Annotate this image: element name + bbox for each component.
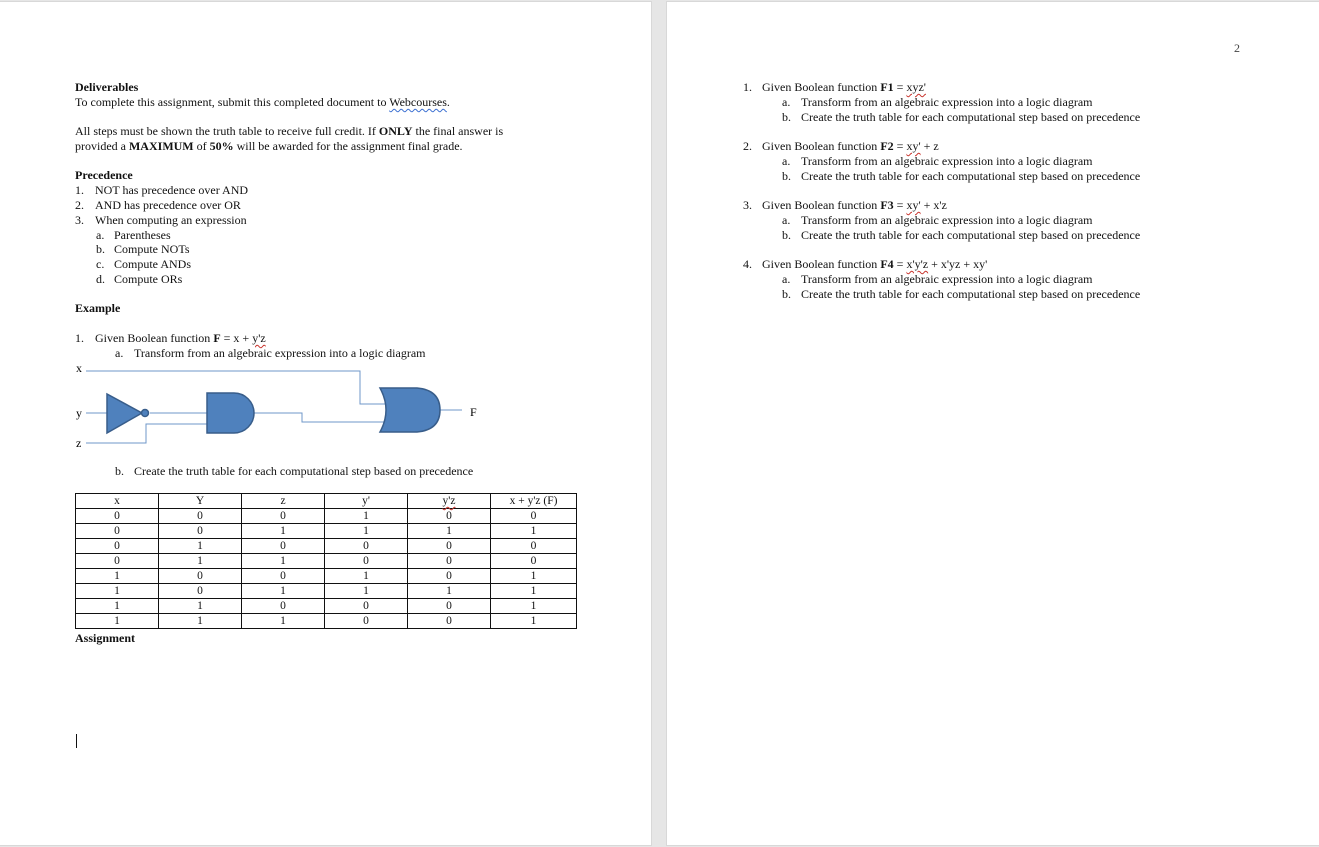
question-2 (762, 139, 939, 154)
question-2-sub-a-num: a. (782, 154, 791, 168)
table-cell: 0 (491, 509, 577, 524)
diagram-label-f: F (470, 405, 477, 419)
assignment-heading: Assignment (75, 631, 136, 645)
question-4-sub-a-num: a. (782, 272, 791, 286)
table-cell: 1 (159, 614, 242, 629)
question-expression-extra: + x'z (920, 198, 947, 212)
table-cell: 0 (408, 539, 491, 554)
table-cell: 0 (408, 614, 491, 629)
grading-text: provided a (75, 139, 129, 153)
table-cell: 0 (159, 509, 242, 524)
question-3 (762, 198, 947, 213)
question-expression: xy' (906, 198, 921, 212)
table-cell: 0 (491, 539, 577, 554)
question-expression: x'y'z (906, 257, 929, 271)
table-cell: 1 (491, 569, 577, 584)
table-row (76, 554, 577, 569)
or-gate-icon (380, 388, 440, 432)
question-func-name: F3 (880, 198, 894, 212)
truth-table-body (76, 509, 577, 629)
question-1-sub-a-text: Transform from an algebraic expression into a logic diagram (801, 95, 1093, 109)
table-cell: 1 (325, 509, 408, 524)
question-2-sub-a-text: Transform from an algebraic expression into a logic diagram (801, 154, 1093, 168)
column-header-f: x + y'z (F) (491, 494, 577, 509)
table-row (76, 509, 577, 524)
example-func-term: y'z (252, 331, 266, 345)
diagram-label-z: z (76, 436, 82, 450)
question-text: Given Boolean function (762, 198, 881, 212)
deliverables-text (75, 95, 450, 110)
question-eq: = (893, 257, 907, 271)
table-header-row (76, 494, 577, 509)
table-cell: 1 (76, 599, 159, 614)
table-cell: 0 (76, 509, 159, 524)
list-number: 2. (75, 198, 84, 212)
question-expression-extra: + x'yz + xy' (928, 257, 988, 271)
question-text: Given Boolean function (762, 80, 881, 94)
table-cell: 0 (408, 554, 491, 569)
subitem-b-text: Compute NOTs (114, 242, 190, 256)
table-cell: 1 (325, 524, 408, 539)
table-row (76, 524, 577, 539)
grading-percent: 50% (209, 139, 234, 153)
column-header-x: x (76, 494, 159, 509)
deliverables-text-pre: To complete this assignment, submit this completed document to (75, 95, 390, 109)
table-cell: 1 (325, 569, 408, 584)
precedence-item-1 (75, 183, 84, 198)
table-cell: 0 (408, 509, 491, 524)
table-cell: 1 (76, 614, 159, 629)
table-cell: 1 (242, 524, 325, 539)
question-4-sub-a-text: Transform from an algebraic expression into a logic diagram (801, 272, 1093, 286)
table-cell: 1 (242, 614, 325, 629)
table-cell: 1 (491, 599, 577, 614)
question-1-num: 1. (743, 80, 752, 94)
webcourses-link[interactable]: Webcourses (389, 95, 447, 109)
question-1-sub-b-num: b. (782, 110, 791, 124)
precedence-item-3-text: When computing an expression (95, 213, 247, 227)
table-row (76, 599, 577, 614)
not-gate-icon (107, 394, 142, 433)
table-cell: 1 (159, 599, 242, 614)
table-cell: 1 (491, 524, 577, 539)
question-2-sub-b-text: Create the truth table for each computational step based on precedence (801, 169, 1141, 183)
question-4-sub-b-num: b. (782, 287, 791, 301)
table-row (76, 584, 577, 599)
precedence-item-3 (75, 213, 84, 228)
table-row (76, 569, 577, 584)
grading-text: will be awarded for the assignment final grade. (233, 139, 463, 153)
table-cell: 1 (408, 524, 491, 539)
grading-text: All steps must be shown the truth table to receive full credit. If (75, 124, 379, 138)
column-header-z: z (242, 494, 325, 509)
subitem-b-num: b. (96, 242, 105, 256)
precedence-item-2 (75, 198, 84, 213)
question-eq: = (893, 198, 907, 212)
table-cell: 0 (242, 569, 325, 584)
table-cell: 0 (76, 554, 159, 569)
question-4-sub-b-text: Create the truth table for each computational step based on precedence (801, 287, 1141, 301)
table-cell: 0 (242, 539, 325, 554)
question-4-num: 4. (743, 257, 752, 271)
question-expression: xy' (906, 139, 921, 153)
example-func-name: F (213, 331, 221, 345)
grading-line-2 (75, 139, 463, 154)
example-text: Given Boolean function (95, 331, 214, 345)
question-3-num: 3. (743, 198, 752, 212)
document-page-1[interactable] (0, 2, 651, 845)
table-cell: 0 (159, 584, 242, 599)
table-cell: 1 (325, 584, 408, 599)
subitem-a-text: Parentheses (114, 228, 171, 242)
document-page-2[interactable] (667, 2, 1319, 845)
grading-text: the final answer is (412, 124, 504, 138)
example-sub-a-num: a. (115, 346, 124, 360)
text-cursor (76, 734, 77, 748)
list-number: 1. (75, 183, 84, 197)
example-item (95, 331, 266, 346)
subitem-a-num: a. (96, 228, 105, 242)
question-2-num: 2. (743, 139, 752, 153)
question-4 (762, 257, 987, 272)
example-item-num: 1. (75, 331, 84, 345)
question-text: Given Boolean function (762, 139, 881, 153)
grading-line-1 (75, 124, 503, 139)
question-expression-extra: + z (920, 139, 939, 153)
table-cell: 0 (408, 599, 491, 614)
table-cell: 1 (408, 584, 491, 599)
and-gate-icon (207, 393, 254, 433)
question-func-name: F4 (880, 257, 894, 271)
table-cell: 1 (242, 554, 325, 569)
table-cell: 0 (242, 599, 325, 614)
table-cell: 1 (76, 569, 159, 584)
table-cell: 1 (242, 584, 325, 599)
table-cell: 0 (325, 614, 408, 629)
question-3-sub-b-num: b. (782, 228, 791, 242)
question-2-sub-b-num: b. (782, 169, 791, 183)
not-gate-bubble-icon (142, 410, 149, 417)
question-text: Given Boolean function (762, 257, 881, 271)
table-cell: 1 (491, 584, 577, 599)
example-heading: Example (75, 301, 121, 315)
question-3-sub-a-num: a. (782, 213, 791, 227)
example-sub-a-text: Transform from an algebraic expression into a logic diagram (134, 346, 426, 360)
list-number: 3. (75, 213, 84, 227)
table-row (76, 614, 577, 629)
deliverables-heading: Deliverables (75, 80, 139, 94)
diagram-label-y: y (76, 406, 82, 420)
table-cell: 1 (159, 554, 242, 569)
logic-diagram (70, 360, 500, 450)
precedence-heading: Precedence (75, 168, 133, 182)
table-cell: 1 (159, 539, 242, 554)
table-cell: 1 (491, 614, 577, 629)
table-cell: 0 (242, 509, 325, 524)
example-sub-b-text: Create the truth table for each computational step based on precedence (134, 464, 474, 478)
question-eq: = (893, 80, 907, 94)
question-3-sub-b-text: Create the truth table for each computational step based on precedence (801, 228, 1141, 242)
column-header-y: Y (159, 494, 242, 509)
table-cell: 0 (325, 599, 408, 614)
question-func-name: F1 (880, 80, 894, 94)
precedence-item-1-text: NOT has precedence over AND (95, 183, 249, 197)
deliverables-text-post: . (446, 95, 450, 109)
subitem-c-num: c. (96, 257, 105, 271)
question-eq: = (893, 139, 907, 153)
table-cell: 0 (76, 539, 159, 554)
subitem-d-num: d. (96, 272, 105, 286)
question-1-sub-b-text: Create the truth table for each computational step based on precedence (801, 110, 1141, 124)
example-func-rest: = x + (220, 331, 253, 345)
subitem-c-text: Compute ANDs (114, 257, 192, 271)
truth-table (75, 493, 577, 629)
table-cell: 1 (76, 584, 159, 599)
question-1-sub-a-num: a. (782, 95, 791, 109)
grading-maximum: MAXIMUM (128, 139, 194, 153)
question-3-sub-a-text: Transform from an algebraic expression into a logic diagram (801, 213, 1093, 227)
column-header-not-y-and-z: y'z (408, 494, 491, 509)
table-cell: 0 (325, 539, 408, 554)
example-sub-b-num: b. (115, 464, 124, 478)
page-number: 2 (1234, 41, 1240, 55)
question-func-name: F2 (880, 139, 894, 153)
question-1 (762, 80, 926, 95)
precedence-item-2-text: AND has precedence over OR (95, 198, 241, 212)
wire-z (86, 424, 207, 443)
question-expression: xyz' (906, 80, 926, 94)
diagram-label-x: x (76, 361, 82, 375)
table-row (76, 539, 577, 554)
table-cell: 0 (408, 569, 491, 584)
grading-text: of (193, 139, 210, 153)
subitem-d-text: Compute ORs (114, 272, 183, 286)
wire-and-out (254, 413, 388, 422)
grading-only: ONLY (378, 124, 413, 138)
table-cell: 0 (325, 554, 408, 569)
table-cell: 0 (76, 524, 159, 539)
table-cell: 0 (491, 554, 577, 569)
column-header-not-y: y' (325, 494, 408, 509)
table-cell: 0 (159, 524, 242, 539)
table-cell: 0 (159, 569, 242, 584)
